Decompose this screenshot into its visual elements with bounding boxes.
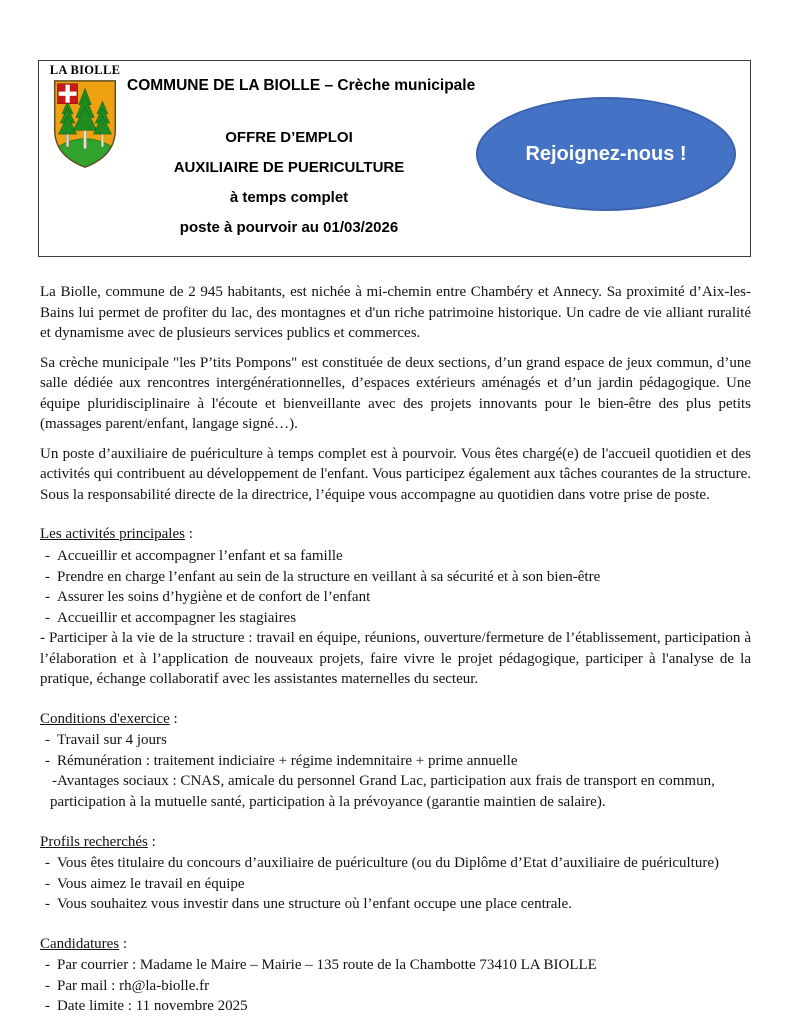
section-conditions-exercice [40, 709, 751, 813]
title-line-poste: AUXILIAIRE DE PUERICULTURE [173, 159, 405, 176]
document-body [40, 282, 751, 1017]
section-heading: Candidatures : [40, 935, 128, 952]
intro-paragraph-creche: Sa crèche municipale "les P’tits Pompons" est constituée de deux sections, d’un grand espace de jeux commun, d’une salle dédiée aux rencontres intergénérationnelles, d’espaces extérieurs aménagés et d’un jardin pédagogique. Une équipe pluridisciplinaire à l'écoute et bienveillante avec des projets innovants pour le bien-être des plus petits (massages parent/enfant, langage signé…). [40, 354, 751, 433]
list-item: - Prendre en charge l’enfant au sein de la structure en veillant à sa sécurité et à son bien-être [40, 567, 751, 588]
la-biolle-coat-of-arms [46, 63, 124, 169]
list-item: - Accueillir et accompagner les stagiaires [40, 608, 751, 629]
title-line-date: poste à pourvoir au 01/03/2026 [179, 219, 399, 236]
section-heading: Profils recherchés : [40, 833, 156, 850]
section-activites-principales [40, 524, 751, 689]
header-banner [38, 60, 751, 257]
section-profils-recherches [40, 832, 751, 915]
list-item: - Participer à la vie de la structure : travail en équipe, réunions, ouverture/fermeture de l’établissement, participation à l’élaboration et à l’application de nouveaux projets, faire vivre le projet pédagogique, participer à l'analyse de la pratique, échange collaboratif avec les assistantes maternelles du secteur. [40, 628, 751, 690]
list-item: - Vous êtes titulaire du concours d’auxiliaire de puériculture (ou du Diplôme d’Etat d’auxiliaire de puériculture) [40, 853, 751, 874]
rejoignez-nous-badge [476, 97, 736, 211]
list-item: - Rémunération : traitement indiciaire + régime indemnitaire + prime annuelle [40, 751, 751, 772]
coat-of-arms-shield-icon [50, 79, 120, 169]
list-item: - Vous souhaitez vous investir dans une structure où l’enfant occupe une place centrale. [40, 894, 751, 915]
intro-paragraph-commune: La Biolle, commune de 2 945 habitants, est nichée à mi-chemin entre Chambéry et Annecy. Sa proximité d’Aix-les-Bains lui permet de profiter du lac, des montagnes et d'un riche patrimoine historique. Un cadre de vie alliant ruralité et dynamisme avec de plusieurs services publics et commerces. [40, 284, 751, 342]
list-item: - Assurer les soins d’hygiène et de confort de l’enfant [40, 587, 751, 608]
list-item: - Accueillir et accompagner l’enfant et sa famille [40, 546, 751, 567]
logo-text: LA BIOLLE [49, 63, 121, 77]
section-heading: Conditions d'exercice : [40, 710, 178, 727]
list-item: - Avantages sociaux : CNAS, amicale du personnel Grand Lac, participation aux frais de transport en commun, participation à la mutuelle santé, participation à la prévoyance (garantie maintien de salaire). [40, 771, 751, 812]
title-line-offre: OFFRE D’EMPLOI [225, 129, 353, 146]
rejoignez-nous-label: Rejoignez-nous ! [525, 142, 687, 165]
job-title-block [124, 123, 454, 243]
list-item-mail: - Par mail : rh@la-biolle.fr [40, 976, 751, 997]
section-heading: Les activités principales : [40, 526, 193, 543]
list-item-courrier: - Par courrier : Madame le Maire – Mairie – 135 route de la Chambotte 73410 LA BIOLLE [40, 955, 751, 976]
org-title: COMMUNE DE LA BIOLLE – Crèche municipale [127, 77, 476, 94]
section-candidatures [40, 934, 751, 1017]
intro-paragraph-poste: Un poste d’auxiliaire de puériculture à temps complet est à pourvoir. Vous êtes chargé(e) de l'accueil quotidien et des activités qui contribuent au développement de l'enfant. Vous participez également aux tâches courantes de la structure. Sous la responsabilité directe de la directrice, l’équipe vous accompagne au quotidien dans votre prise de poste. [40, 445, 751, 503]
list-item-date-limite: - Date limite : 11 novembre 2025 [40, 996, 751, 1017]
list-item: - Vous aimez le travail en équipe [40, 874, 751, 895]
title-line-temps: à temps complet [229, 189, 349, 206]
list-item: - Travail sur 4 jours [40, 730, 751, 751]
